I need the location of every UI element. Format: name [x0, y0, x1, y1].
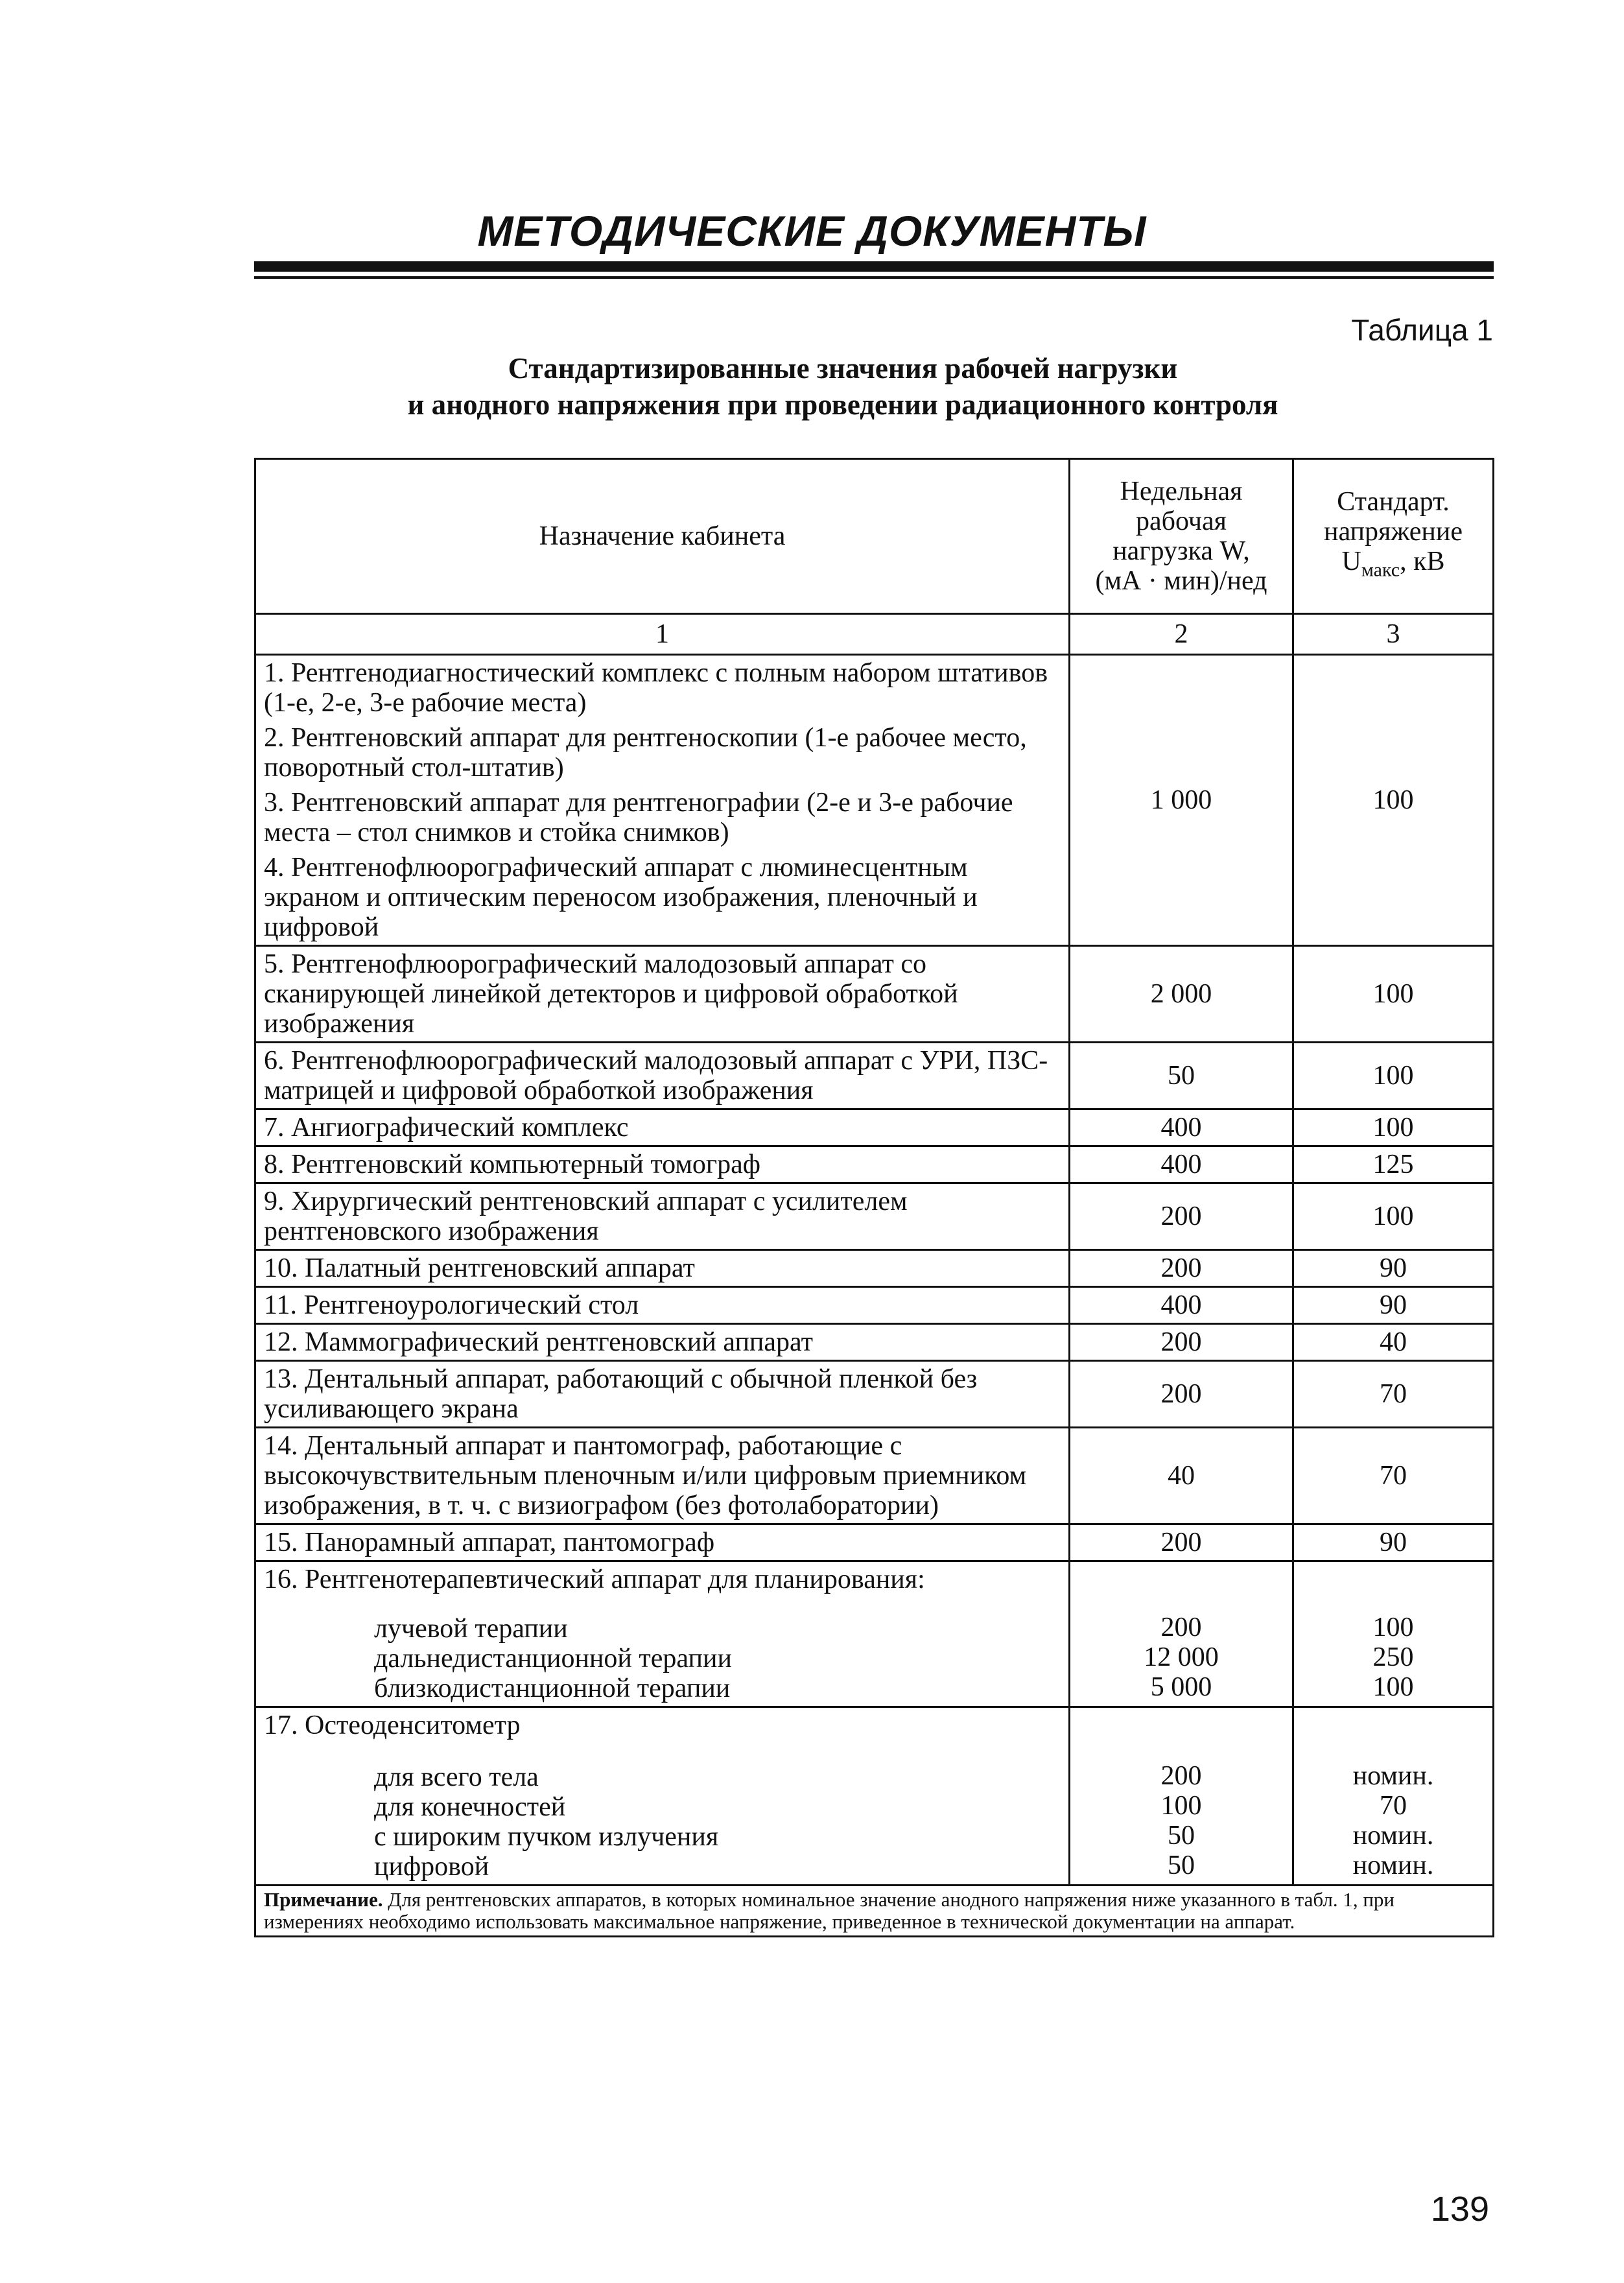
- column-number: 2: [1070, 614, 1293, 655]
- sub-item-voltage: 70: [1380, 1791, 1407, 1821]
- table-row-16: [255, 1561, 1494, 1707]
- purpose-cell: 14. Дентальный аппарат и пантомограф, работающие с высокочувствительным пленочным и/или цифровым приемником изображения, в т. ч. с визиографом (без фотолаборатории): [255, 1428, 1070, 1524]
- voltage-cell: 100: [1293, 1109, 1494, 1146]
- table-row: [255, 946, 1494, 1043]
- col-header-load-line: рабочая: [1135, 506, 1227, 536]
- column-number: 1: [255, 614, 1070, 655]
- voltage-cell: 100: [1293, 655, 1494, 946]
- purpose-cell: 13. Дентальный аппарат, работающий с обычной пленкой без усиливающего экрана: [255, 1361, 1070, 1428]
- list-item: 1. Рентгенодиагностический комплекс с полным набором штативов (1-е, 2-е, 3-е рабочие места): [264, 658, 1048, 718]
- table-caption: [259, 350, 1426, 423]
- purpose-cell: 12. Маммографический рентгеновский аппарат: [255, 1324, 1070, 1361]
- sub-item-label: для всего тела: [374, 1762, 539, 1792]
- note-text: Для рентгеновских аппаратов, в которых номинальное значение анодного напряжения ниже указанного в табл. 1, при измерениях необходимо использовать максимальное напряжение, приведенное в технической документации на аппарат.: [264, 1888, 1395, 1933]
- table-row: [255, 1183, 1494, 1250]
- voltage-cell: 100: [1293, 1043, 1494, 1109]
- section-header-title: МЕТОДИЧЕСКИЕ ДОКУМЕНТЫ: [477, 207, 1147, 255]
- row-spacer: [264, 1594, 1061, 1614]
- purpose-cell: 8. Рентгеновский компьютерный томограф: [255, 1146, 1070, 1183]
- purpose-cell: [255, 1707, 1070, 1886]
- purpose-cell: 7. Ангиографический комплекс: [255, 1109, 1070, 1146]
- workload-table: [254, 458, 1494, 1937]
- table-row: [255, 1250, 1494, 1287]
- purpose-cell: 10. Палатный рентгеновский аппарат: [255, 1250, 1070, 1287]
- sub-item-voltage: 250: [1372, 1642, 1414, 1672]
- sub-item-voltage: номин.: [1352, 1821, 1434, 1851]
- sub-item-voltage: номин.: [1352, 1761, 1434, 1791]
- column-number: 3: [1293, 614, 1494, 655]
- sub-item-label: близкодистанционной терапии: [374, 1674, 731, 1703]
- sub-item-load: 200: [1160, 1761, 1202, 1791]
- purpose-cell: 5. Рентгенофлюорографический малодозовый аппарат со сканирующей линейкой детекторов и цифровой обработкой изображения: [255, 946, 1070, 1043]
- sub-item-load: 12 000: [1144, 1642, 1219, 1672]
- voltage-cell: 90: [1293, 1287, 1494, 1324]
- table-row: [255, 1146, 1494, 1183]
- load-cell: 200: [1070, 1183, 1293, 1250]
- sub-item-load: 50: [1168, 1851, 1195, 1880]
- table-note: [255, 1886, 1494, 1937]
- load-cell: 1 000: [1070, 655, 1293, 946]
- purpose-cell: 15. Панорамный аппарат, пантомограф: [255, 1524, 1070, 1561]
- voltage-cell: [1293, 1561, 1494, 1707]
- table-row: [255, 1109, 1494, 1146]
- table-row: [255, 1324, 1494, 1361]
- col-header-load-line: (мА · мин)/нед: [1095, 566, 1267, 596]
- load-cell: 200: [1070, 1250, 1293, 1287]
- sub-item-label: дальнедистанционной терапии: [374, 1644, 732, 1674]
- voltage-cell: 70: [1293, 1361, 1494, 1428]
- group-items-cell: [255, 655, 1070, 946]
- col-header-voltage-line: Стандарт.: [1337, 487, 1450, 517]
- sub-item-label: цифровой: [374, 1852, 489, 1882]
- row-spacer: [264, 1740, 1061, 1762]
- note-label: Примечание.: [264, 1888, 383, 1911]
- table-row: [255, 1524, 1494, 1561]
- voltage-cell: 125: [1293, 1146, 1494, 1183]
- table-row: [255, 1361, 1494, 1428]
- voltage-unit: , кВ: [1400, 547, 1445, 577]
- header-rule-thin: [254, 276, 1494, 279]
- voltage-cell: 70: [1293, 1428, 1494, 1524]
- purpose-cell: 9. Хирургический рентгеновский аппарат с усилителем рентгеновского изображения: [255, 1183, 1070, 1250]
- sub-item-voltage: 100: [1372, 1613, 1414, 1642]
- load-cell: [1070, 1707, 1293, 1886]
- col-header-voltage: [1293, 459, 1494, 614]
- purpose-cell: [255, 1561, 1070, 1707]
- col-header-load-line: нагрузка W,: [1112, 536, 1250, 566]
- col-header-voltage-line: [1302, 547, 1485, 585]
- load-cell: [1070, 1561, 1293, 1707]
- table-row-17: [255, 1707, 1494, 1886]
- list-item: 3. Рентгеновский аппарат для рентгенографии (2-е и 3-е рабочие места – стол снимков и стойка снимков): [264, 788, 1013, 847]
- load-cell: 400: [1070, 1287, 1293, 1324]
- table-row: [255, 1287, 1494, 1324]
- load-cell: 2 000: [1070, 946, 1293, 1043]
- load-cell: 200: [1070, 1361, 1293, 1428]
- sub-item-load: 200: [1160, 1613, 1202, 1642]
- load-cell: 50: [1070, 1043, 1293, 1109]
- column-number-row: [255, 614, 1494, 655]
- sub-item-label: с широким пучком излучения: [374, 1822, 719, 1852]
- voltage-cell: 90: [1293, 1250, 1494, 1287]
- sub-item-load: 100: [1160, 1791, 1202, 1821]
- voltage-cell: [1293, 1707, 1494, 1886]
- row17-title: 17. Остеоденситометр: [264, 1710, 521, 1740]
- caption-line-1: Стандартизированные значения рабочей нагрузки: [508, 352, 1178, 384]
- col-header-load: [1070, 459, 1293, 614]
- table-row: [255, 1043, 1494, 1109]
- list-item: 4. Рентгенофлюорографический аппарат с люминесцентным экраном и оптическим переносом изображения, пленочный и цифровой: [264, 853, 978, 942]
- col-header-purpose: Назначение кабинета: [255, 459, 1070, 614]
- sub-item-voltage: 100: [1372, 1672, 1414, 1702]
- sub-item-label: лучевой терапии: [374, 1614, 568, 1644]
- table-row-group-1-4: [255, 655, 1494, 946]
- load-cell: 400: [1070, 1146, 1293, 1183]
- note-row: [255, 1886, 1494, 1937]
- voltage-cell: 100: [1293, 1183, 1494, 1250]
- list-item: 2. Рентгеновский аппарат для рентгеноскопии (1-е рабочее место, поворотный стол-штатив): [264, 723, 1027, 783]
- voltage-symbol: U: [1341, 547, 1361, 577]
- load-cell: 400: [1070, 1109, 1293, 1146]
- sub-item-label: для конечностей: [374, 1792, 566, 1822]
- row16-title: 16. Рентгенотерапевтический аппарат для планирования:: [264, 1565, 925, 1594]
- load-cell: 40: [1070, 1428, 1293, 1524]
- table-number: Таблица 1: [1351, 313, 1493, 347]
- sub-item-load: 5 000: [1150, 1672, 1212, 1702]
- voltage-subscript: макс: [1361, 559, 1400, 581]
- sub-item-load: 50: [1168, 1821, 1195, 1851]
- load-cell: 200: [1070, 1524, 1293, 1561]
- table-row: [255, 1428, 1494, 1524]
- voltage-cell: 40: [1293, 1324, 1494, 1361]
- voltage-cell: 100: [1293, 946, 1494, 1043]
- purpose-cell: 6. Рентгенофлюорографический малодозовый аппарат с УРИ, ПЗС-матрицей и цифровой обработкой изображения: [255, 1043, 1070, 1109]
- purpose-cell: 11. Рентгеноурологический стол: [255, 1287, 1070, 1324]
- load-cell: 200: [1070, 1324, 1293, 1361]
- table-header-row: [255, 459, 1494, 614]
- col-header-voltage-line: напряжение: [1323, 517, 1463, 547]
- header-rule-thick: [254, 261, 1494, 272]
- voltage-cell: 90: [1293, 1524, 1494, 1561]
- caption-line-2: и анодного напряжения при проведении радиационного контроля: [407, 388, 1278, 421]
- page-number: 139: [1430, 2190, 1489, 2229]
- sub-item-voltage: номин.: [1352, 1851, 1434, 1880]
- col-header-load-line: Недельная: [1120, 477, 1243, 506]
